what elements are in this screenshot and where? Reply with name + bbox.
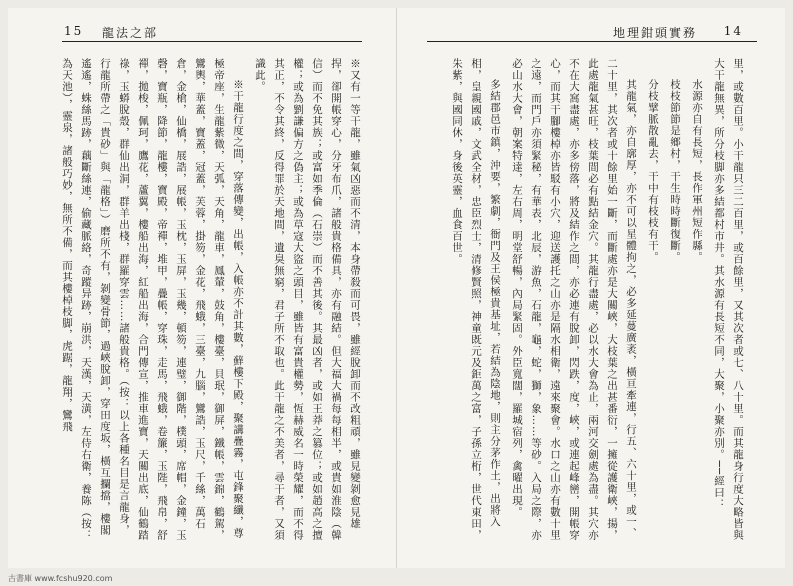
left-page — [8, 8, 396, 568]
paragraph: ※又有一等干龍，雖氣凶惡而不清，本身帶殺而可畏，雖經脫卸而不改粗頑，雖見變剝愈見雄捍，卻開帳穿心，分牙布爪，諸般貴格備具，亦有融結。但大福大禍每每相半，或貴如淮陰（韓信）而不免其族；或富如季倫（石崇）而不善其後。其最凶者，或如王莽之篡位；或如趙高之擅權；或為劉謙偏方之偽主；或為草寇大盜之頭目，雖皆有富貴權勢，恆赫威名一時榮耀，而不得其正，不令其終，反得罪於天地間，遺臭無窮，君子所不取也。此干龍之不美者，尋干者，又須識此。 — [254, 58, 361, 541]
paragraph: 里，或數百里。小干龍只三二百里，或百餘里，又其次者或七、八十里。而其龍身行度大略皆與大干龍無異，所分枝脚亦多結都村市井。其水源有長短不同，大聚，小聚亦別。──經曰： — [713, 58, 744, 541]
paragraph: ※干龍行度之間，穿落傳變，出帳，入帳亦不計其數，蘚樓下殿，聚講疊霧，屯鋒聚纖，尊極帝座，生龍紫微，天弧，天角，龍車，鳳輦，鼓角，樓臺，貝珉，御屏，鐵帳，雲錦，鶴駕，鸞輿，華蓋，寶蓋，冠蓋，芙蓉，掛笏，金花，飛蛾，三臺，九腦，鸞誥，玉尺，千絲，萬石倉，金槍，仙橋，展誥，展帳，玉枕，玉屏，玉幾，頓笏，連璧，御階，樸頭，席帽，金鐘，玉磬，寶瓶，降節，龍樓，寶殿，帝禪，堆甲，疊帳，穿珠，走馬，飛蛾，卷簾，玉陛，飛帛，舒禪，拋梭，佩珂，鷹花，蘆翼，樓船出海，紅船出海，合門傳宣，推車進寶，天關出底，仙鶴踏祿，玉蟒脫殼，群仙出洞，群羊出棧，群羅穿雲……諸般貴格。（按：以上各種名目是言龍身，行龍所帶之「貴砂」與「龍格」）磨所不有，剝變骨節，過峽脫卸，穿田度坂，橫互攔擋，樓閣遙遙，蛛絲馬跡，藕斷絲連，偷藏脈絡，奇蹤异跡，崩洪，天漢，天潢，左侍右衛，養陈（按：為天池），靈泉，諸般巧妙，無所不備，而其樓棹枝脚，虎踞，龍翔，鸞飛 — [61, 58, 244, 541]
page-number: 15 — [64, 24, 84, 38]
verse-line: 水源亦自有長短，長作軍州短作縣。 — [691, 79, 703, 263]
verse-line: 枝枝節節是鄉村，干生時時斷復斷。 — [669, 79, 681, 263]
paragraph: 多結郡邑市鎮，沖要，繁劇，衙門及王侯極貴基址，若結為陰地，則主分茅作土，出將入相，皇親國戚，文武全材，忠臣烈士，清修賢照，神童既元及鉅萬之富，子孫立桁，世代東田，朱紫，與國同休，身後英靈，血食百世。 — [451, 58, 501, 541]
verse-line: 分枝擘脈散亂去，干中有枝枝有干。 — [647, 79, 659, 263]
paragraph: 其龍氣，亦自廓厚，亦不可以星體拘之，必多延蔓廣袤，橫亘牽連，行五、六十里，或一、二十里，其次者或十餘里始一斷，而斷處亦是大關峽，大枝葉之出甚番衍，一擁從護衛峽，揚，此處龍氣甚旺，枝葉間必有點結金穴。其龍行盡處，必以水大會為止，兩河交劍處為盡。其穴亦不在大窩盡處，亦多傍落，將及結作之間，亦必連有脫卸，閃跌，度，峽，或連起峰巒，開帳穿心，而其干腳樓棹亦皆駁有小穴，迎送護托之山亦是隔水相衛，遠來聚會。水口之山亦有數十里之遠，而門戶亦須緊秘，有華表，北辰，游魚，石龍，龜，蛇，獅，象……等砂。入局之際，亦必山水大會，朝案特達，左右周，明堂舒暢，內局緊固。外臣寬闊，羅城宿列，禽曜出現。 — [511, 58, 637, 541]
body-text — [61, 58, 364, 543]
page-number: 14 — [723, 24, 743, 38]
source-watermark: 古書庫 www.fcshu920.com — [8, 574, 113, 583]
header-rule — [427, 41, 757, 42]
running-title: 地理鉗頭實務 — [612, 26, 697, 40]
book-spread — [8, 8, 785, 568]
running-title: 龍法之部 — [102, 26, 159, 40]
right-page — [397, 8, 785, 568]
body-text — [429, 58, 747, 543]
header-rule — [62, 41, 362, 42]
